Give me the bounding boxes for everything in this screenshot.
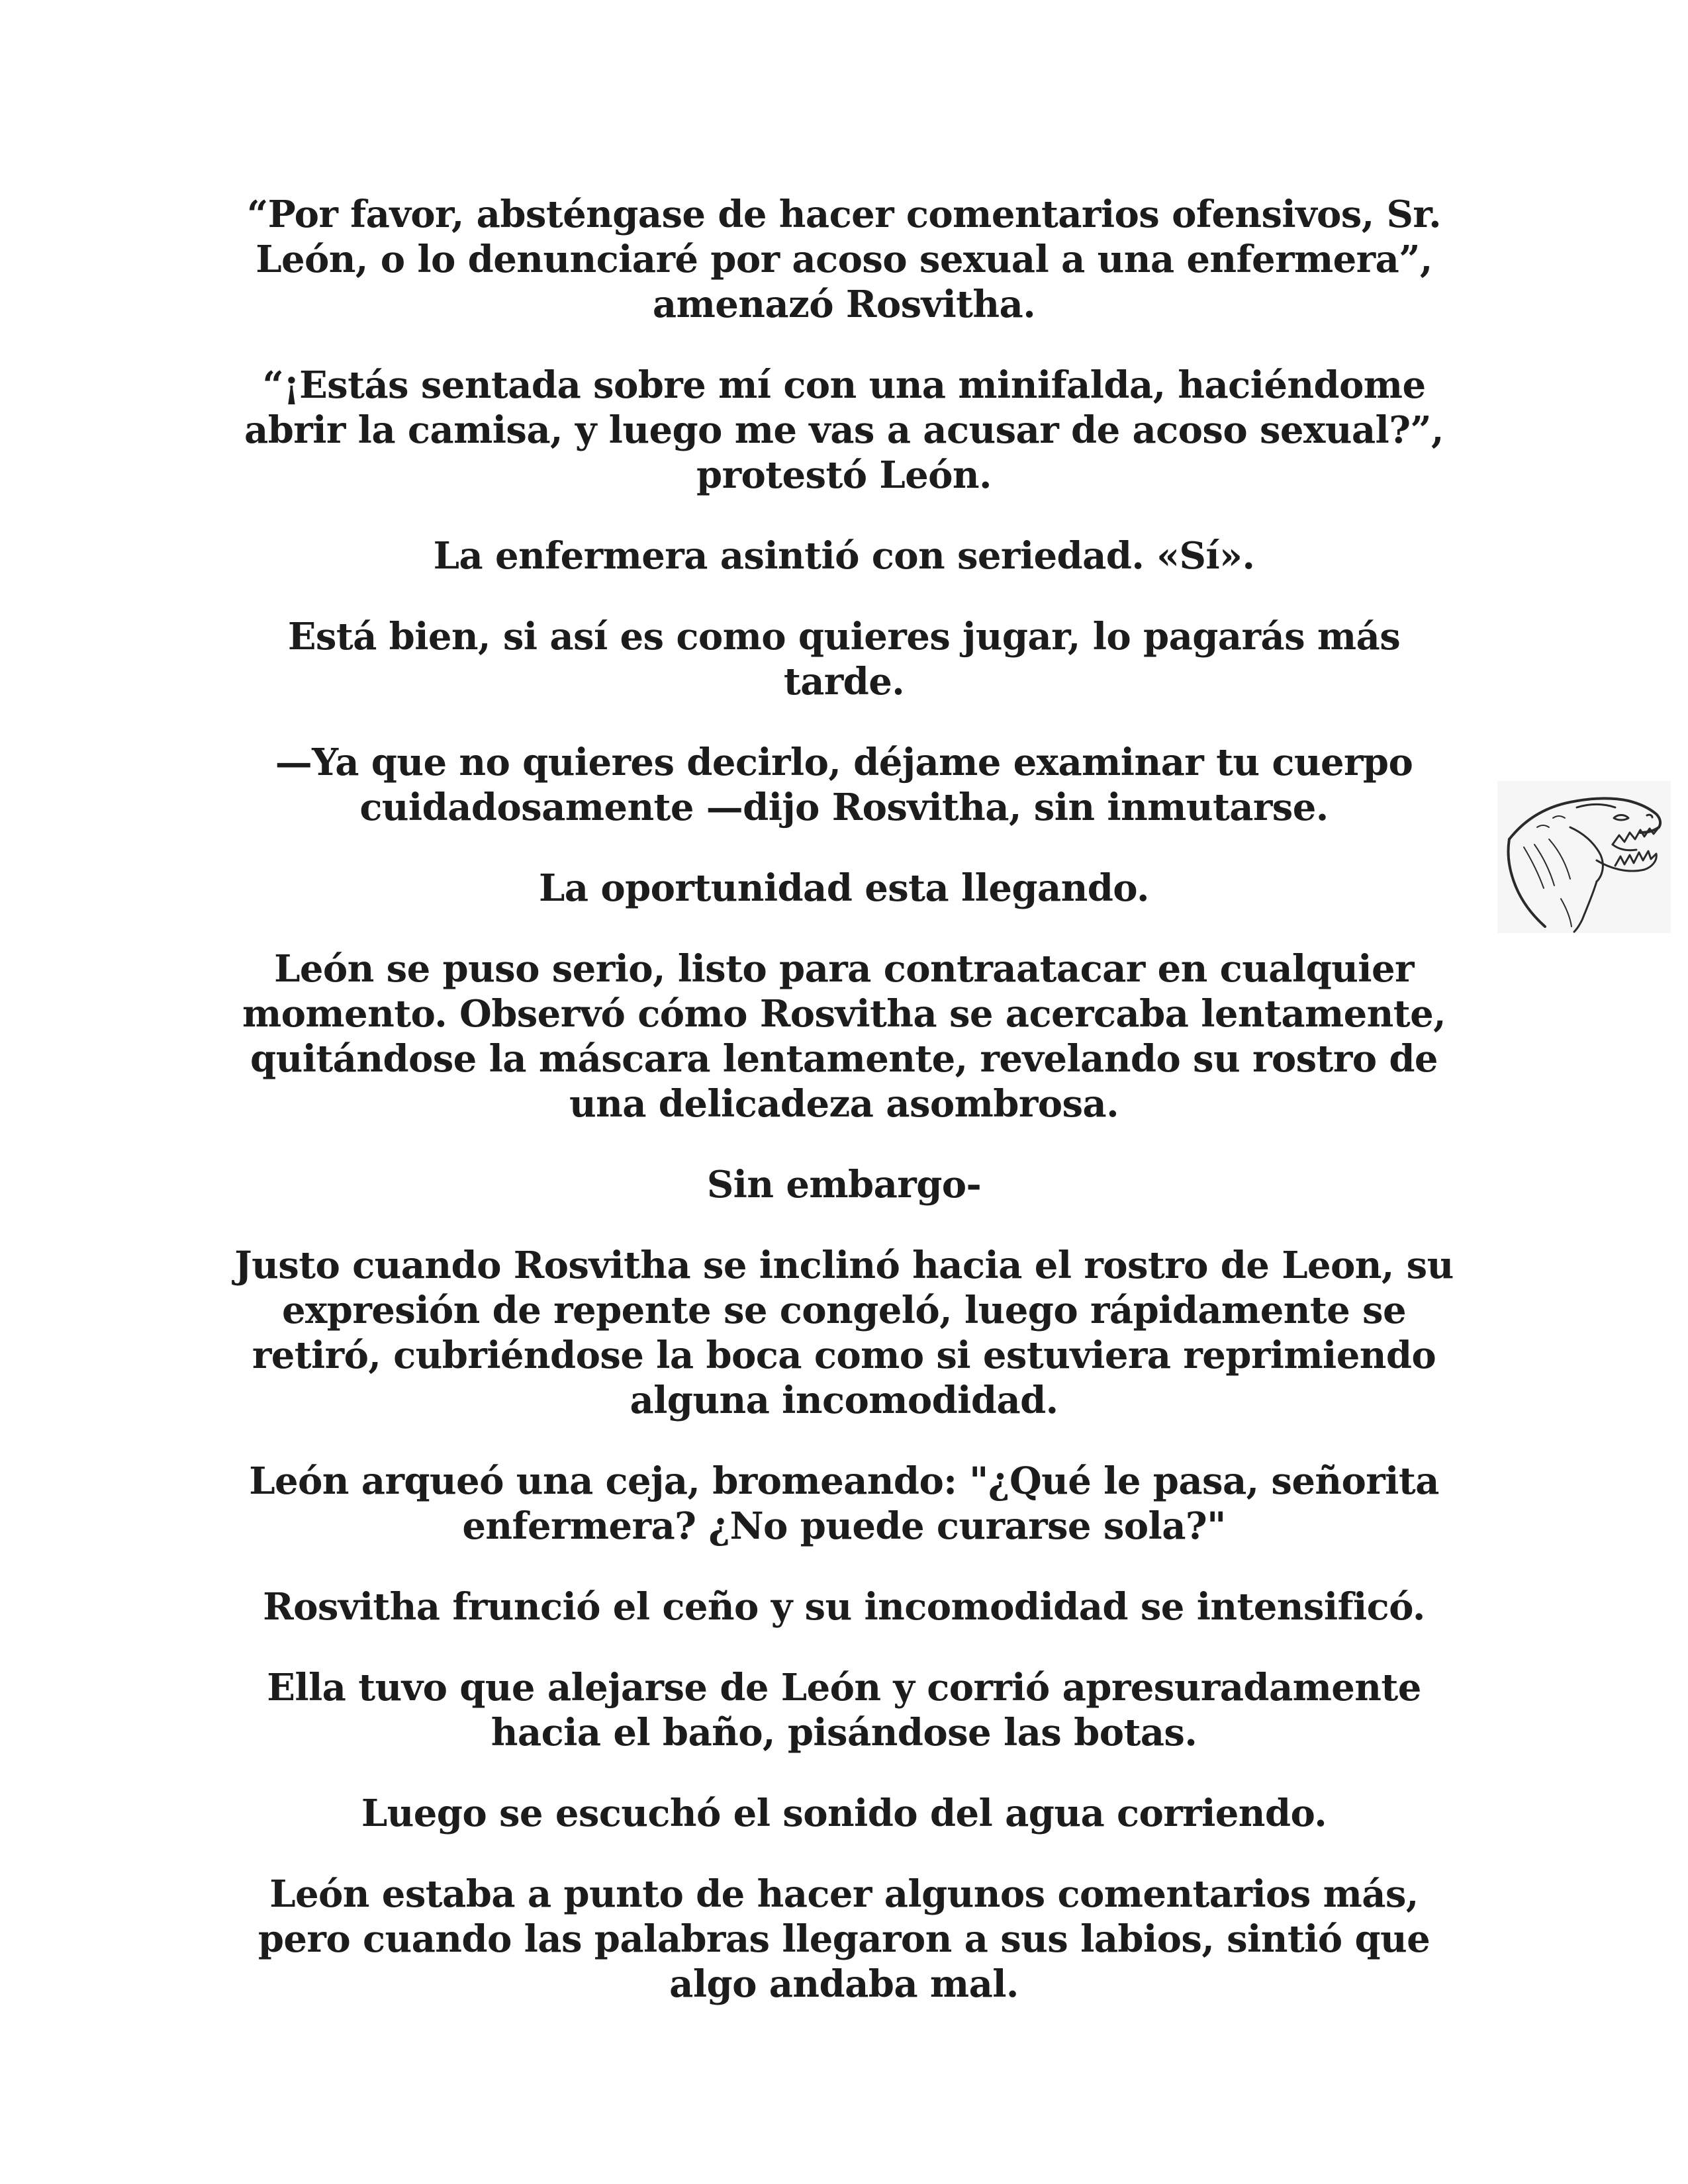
paragraph-4: Está bien, si así es como quieres jugar, lo pagarás más tarde. xyxy=(287,615,1401,704)
paragraph-2: “¡Estás sentada sobre mí con una minifalda, haciéndome abrir la camisa, y luego me vas a acusar de acoso sexual?”, protestó León. xyxy=(244,363,1444,497)
paragraph-1: “Por favor, absténgase de hacer comentarios ofensivos, Sr. León, o lo denunciaré por acoso sexual a una enfermera”, amenazó Rosvitha. xyxy=(247,193,1441,326)
paragraph-14: León estaba a punto de hacer algunos comentarios más, pero cuando las palabras llegaron a sus labios, sintió que algo andaba mal. xyxy=(258,1872,1430,2006)
paragraph-12: Ella tuvo que alejarse de León y corrió apresuradamente hacia el baño, pisándose las botas. xyxy=(267,1666,1421,1754)
paragraph-13: Luego se escuchó el sonido del agua corriendo. xyxy=(361,1792,1327,1835)
paragraph-7: León se puso serio, listo para contraatacar en cualquier momento. Observó cómo Rosvitha se acercaba lentamente, quitándose la máscara lentamente, revelando su rostro de una delicadeza asombrosa. xyxy=(242,947,1446,1126)
paragraph-11: Rosvitha frunció el ceño y su incomodidad se intensificó. xyxy=(263,1585,1425,1629)
story-text xyxy=(225,192,1463,2042)
paragraph-10: León arqueó una ceja, bromeando: "¿Qué le pasa, señorita enfermera? ¿No puede curarse sola?" xyxy=(249,1459,1439,1548)
paragraph-6: La oportunidad esta llegando. xyxy=(539,866,1149,910)
paragraph-3: La enfermera asintió con seriedad. «Sí». xyxy=(433,534,1255,578)
paragraph-8: Sin embargo- xyxy=(706,1163,982,1206)
paragraph-9: Justo cuando Rosvitha se inclinó hacia el rostro de Leon, su expresión de repente se congeló, luego rápidamente se retiró, cubriéndose la boca como si estuviera reprimiendo alguna incomodidad. xyxy=(234,1244,1454,1422)
paragraph-5: —Ya que no quieres decirlo, déjame examinar tu cuerpo cuidadosamente —dijo Rosvitha, sin inmutarse. xyxy=(275,741,1413,829)
dinosaur-head-sketch-icon xyxy=(1497,781,1671,933)
